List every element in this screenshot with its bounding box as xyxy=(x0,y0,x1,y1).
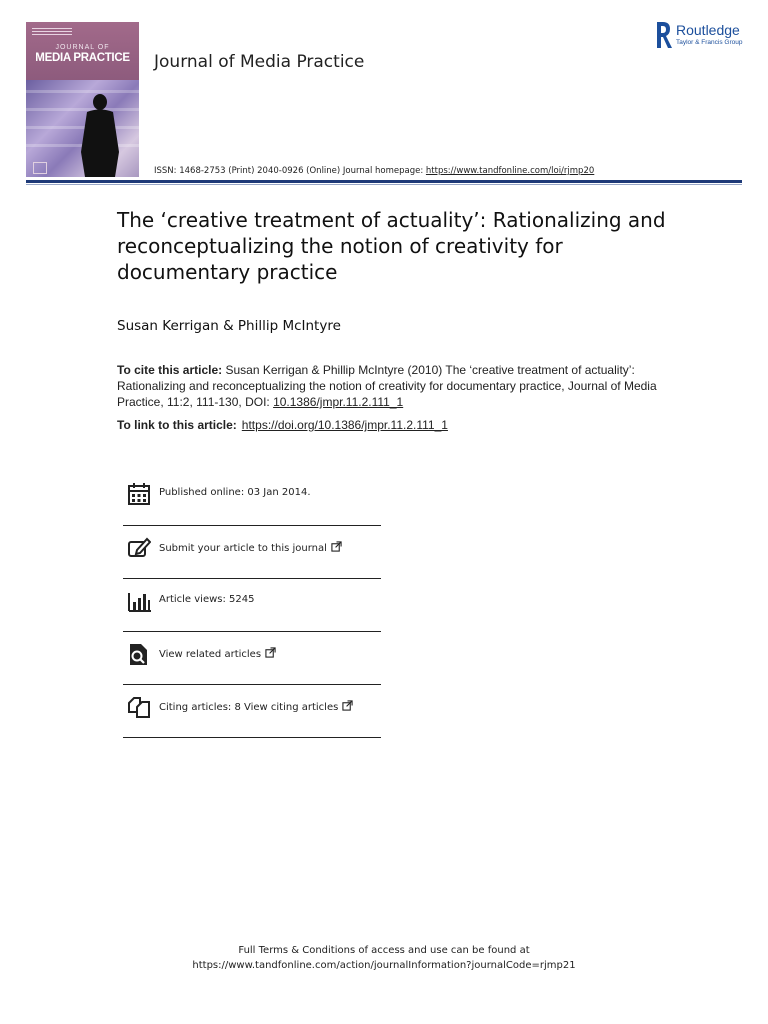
article-title: The ‘creative treatment of actuality’: Rationalizing and reconceptualizing the notion of creativity for documentary practice xyxy=(117,208,666,284)
citing-articles-text: Citing articles: 8 View citing articles xyxy=(159,702,339,713)
journal-name: Journal of Media Practice xyxy=(154,52,365,72)
search-document-icon xyxy=(127,642,151,666)
bar-chart-icon xyxy=(127,589,151,613)
journal-cover xyxy=(26,22,139,177)
issn-line xyxy=(154,166,594,176)
publisher-sub: Taylor & Francis Group xyxy=(676,39,743,46)
routledge-r-icon xyxy=(654,20,672,50)
submit-article-text: Submit your article to this journal xyxy=(159,543,327,554)
related-articles-row[interactable] xyxy=(123,632,381,685)
cite-text: Susan Kerrigan & Phillip McIntyre (2010) The ‘creative treatment of actuality’: Rationalizing and reconceptualizing the notion of creativity for documentary practice, Journal of Media Practice, 11:2, 111-130, DOI: xyxy=(117,363,657,409)
article-views-text: Article views: 5245 xyxy=(159,594,255,605)
citation xyxy=(117,362,657,410)
submit-article-row[interactable] xyxy=(123,526,381,579)
link-label: To link to this article: xyxy=(117,418,237,432)
cover-title: MEDIA PRACTICE xyxy=(35,52,130,64)
related-articles-link[interactable] xyxy=(159,647,276,660)
publisher-name: Routledge xyxy=(676,22,740,38)
cite-label: To cite this article: xyxy=(117,363,223,377)
submit-article-link[interactable] xyxy=(159,541,342,554)
published-online-text: Published online: 03 Jan 2014. xyxy=(159,487,311,498)
silhouette-icon xyxy=(79,92,121,177)
citing-articles-link[interactable] xyxy=(159,700,353,713)
article-authors: Susan Kerrigan & Phillip McIntyre xyxy=(117,318,341,334)
article-info-panel xyxy=(123,472,381,738)
article-views-row xyxy=(123,579,381,632)
footer-line-1: Full Terms & Conditions of access and use can be found at xyxy=(238,945,530,956)
journal-homepage-link[interactable]: https://www.tandfonline.com/loi/rjmp20 xyxy=(425,166,595,176)
header-rule xyxy=(26,180,742,183)
publisher-logo[interactable] xyxy=(654,20,746,50)
cover-top-lines xyxy=(32,28,72,36)
footer xyxy=(0,943,768,973)
external-link-icon xyxy=(342,700,353,711)
external-link-icon xyxy=(265,647,276,658)
doi-link[interactable]: 10.1386/jmpr.11.2.111_1 xyxy=(273,395,404,409)
article-link-line xyxy=(117,418,448,432)
footer-terms-link[interactable]: https://www.tandfonline.com/action/journalInformation?journalCode=rjmp21 xyxy=(192,960,576,971)
cover-publisher-logo xyxy=(33,162,47,174)
citing-articles-row[interactable] xyxy=(123,685,381,738)
calendar-icon xyxy=(127,482,151,506)
cover-journal-word: JOURNAL OF xyxy=(55,44,110,51)
citing-articles-icon xyxy=(127,695,151,719)
header-rule-thin xyxy=(26,184,742,185)
external-link-icon xyxy=(331,541,342,552)
issn-text: ISSN: 1468-2753 (Print) 2040-0926 (Online) Journal homepage: xyxy=(154,166,426,176)
edit-icon xyxy=(127,536,151,560)
published-online-row xyxy=(123,472,381,526)
article-url-link[interactable]: https://doi.org/10.1386/jmpr.11.2.111_1 xyxy=(241,418,448,432)
related-articles-text: View related articles xyxy=(159,649,262,660)
